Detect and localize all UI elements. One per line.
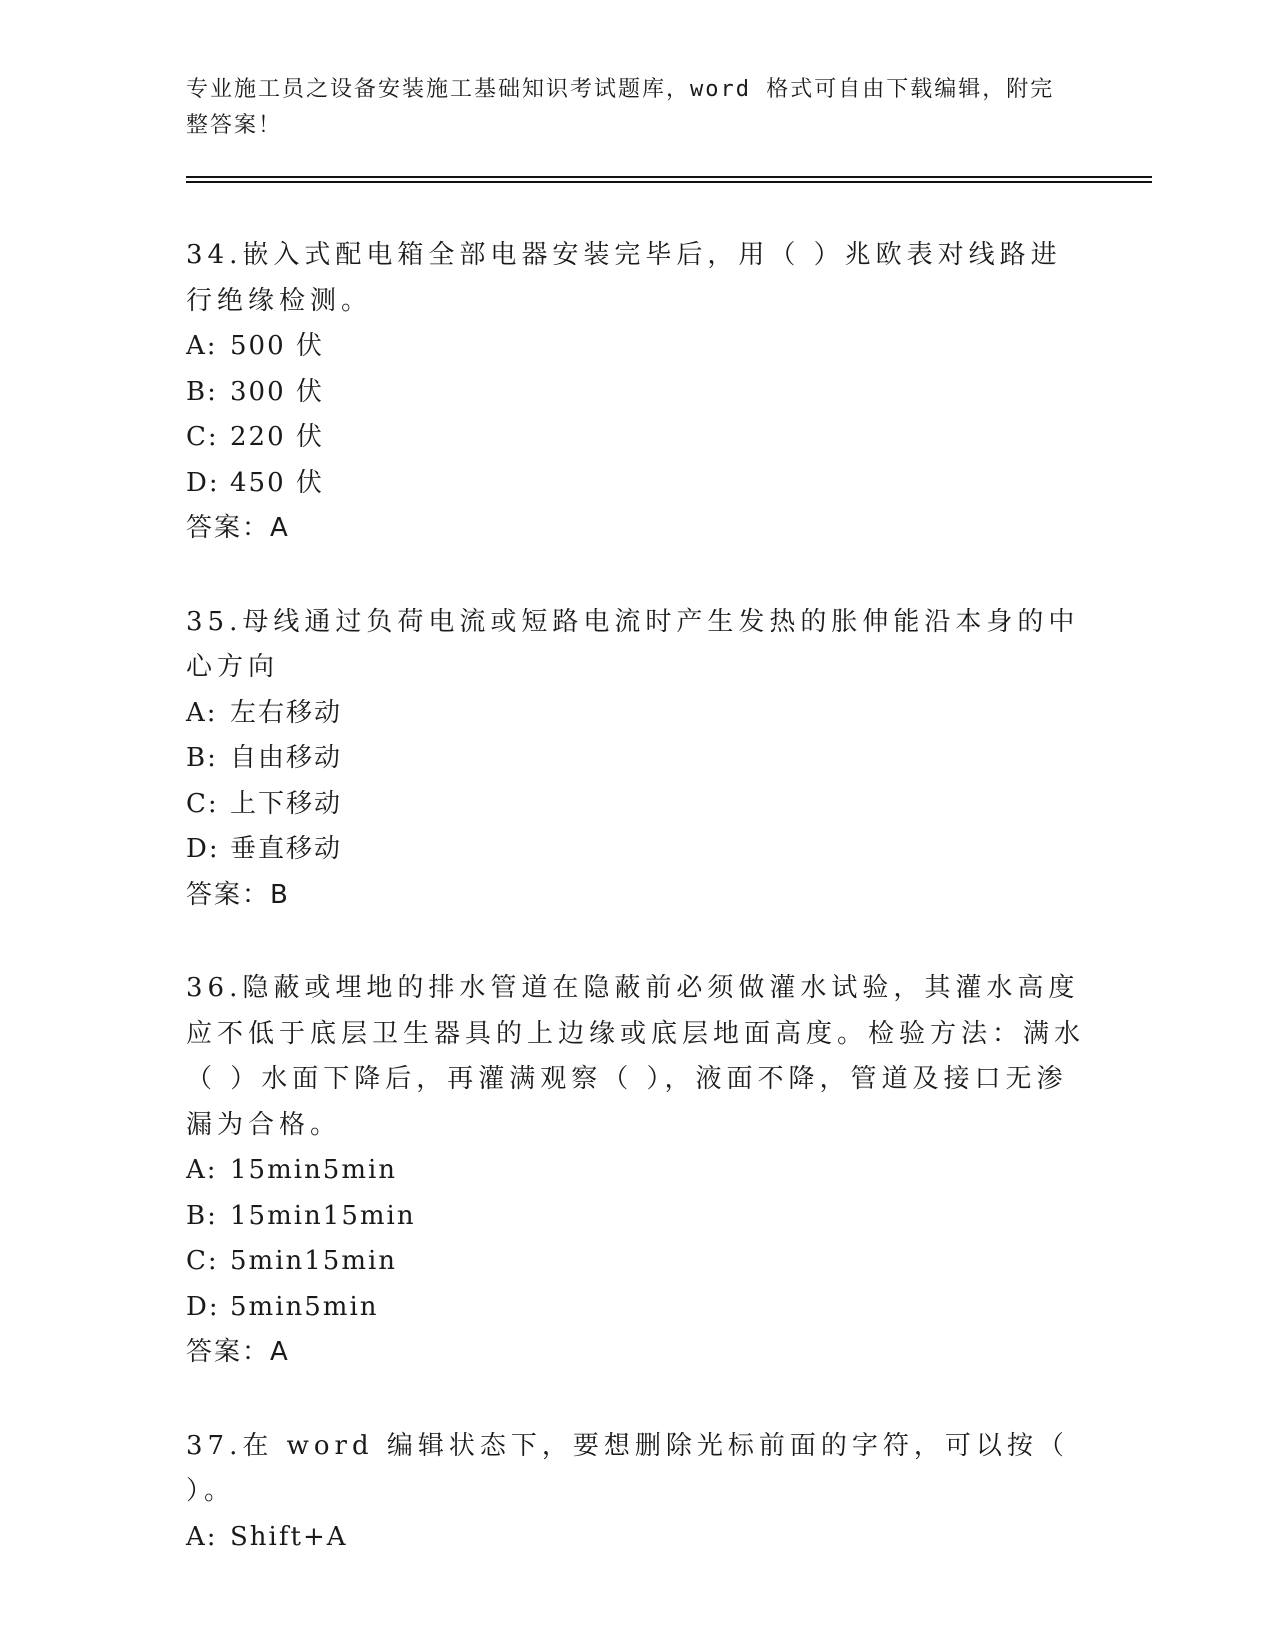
- option-key: B:: [186, 376, 218, 407]
- option-value: 450 伏: [230, 467, 324, 498]
- option-value: 300 伏: [230, 376, 324, 407]
- answer: 答案：A: [186, 513, 290, 543]
- option-key: A:: [186, 331, 218, 361]
- option-b: [186, 736, 1086, 782]
- option-value: Shift+A: [230, 1521, 348, 1552]
- option-key: D:: [186, 834, 220, 864]
- question-35: [186, 600, 1086, 919]
- spacer: [186, 918, 1086, 966]
- option-a: [186, 1148, 1086, 1194]
- option-value: 15min5min: [230, 1155, 398, 1185]
- question-text: 36.隐蔽或埋地的排水管道在隐蔽前必须做灌水试验，其灌水高度应不低于底层卫生器具的上边缘或底层地面高度。检验方法：满水（ ）水面下降后，再灌满观察（ ），液面不降，管道及接口无渗漏为合格。: [186, 973, 1086, 1140]
- question-text: 35.母线通过负荷电流或短路电流时产生发热的胀伸能沿本身的中心方向: [186, 606, 1080, 682]
- option-key: D:: [186, 467, 220, 498]
- spacer: [186, 1376, 1086, 1424]
- option-key: A:: [186, 697, 218, 728]
- option-key: C:: [186, 788, 219, 819]
- question-text: 34.嵌入式配电箱全部电器安装完毕后，用（ ）兆欧表对线路进行绝缘检测。: [186, 240, 1062, 316]
- option-value: 上下移动: [230, 788, 343, 819]
- option-key: B:: [186, 1200, 218, 1231]
- option-key: B:: [186, 743, 218, 773]
- question-list: [186, 233, 1086, 1560]
- header-rule-top: [186, 176, 1152, 178]
- option-b: [186, 1194, 1086, 1240]
- question-36: [186, 966, 1086, 1376]
- option-value: 220 伏: [230, 422, 324, 452]
- option-a: [186, 1515, 1086, 1561]
- option-value: 自由移动: [230, 743, 343, 773]
- option-c: [186, 1239, 1086, 1285]
- option-key: D:: [186, 1291, 220, 1322]
- option-value: 500 伏: [230, 331, 324, 361]
- option-value: 5min15min: [230, 1246, 398, 1276]
- option-key: C:: [186, 422, 219, 452]
- option-a: [186, 324, 1086, 370]
- question-37: [186, 1424, 1086, 1561]
- option-value: 15min15min: [230, 1200, 416, 1231]
- option-c: [186, 782, 1086, 828]
- header-rule-bottom: [186, 181, 1152, 183]
- option-key: A:: [186, 1521, 218, 1552]
- option-a: [186, 691, 1086, 737]
- spacer: [186, 552, 1086, 600]
- question-34: [186, 233, 1086, 552]
- option-c: [186, 415, 1086, 461]
- question-text: 37.在 word 编辑状态下，要想删除光标前面的字符，可以按（ ）。: [186, 1430, 1069, 1506]
- option-value: 5min5min: [230, 1291, 379, 1322]
- option-d: [186, 827, 1086, 873]
- document-header: 专业施工员之设备安装施工基础知识考试题库，word 格式可自由下载编辑，附完整答案！: [186, 77, 1055, 138]
- option-value: 左右移动: [230, 697, 343, 728]
- option-d: [186, 461, 1086, 507]
- answer: 答案：B: [186, 879, 290, 910]
- option-b: [186, 370, 1086, 416]
- answer: 答案：A: [186, 1337, 290, 1367]
- option-key: A:: [186, 1155, 218, 1185]
- option-key: C:: [186, 1246, 219, 1276]
- option-d: [186, 1285, 1086, 1331]
- option-value: 垂直移动: [230, 834, 343, 864]
